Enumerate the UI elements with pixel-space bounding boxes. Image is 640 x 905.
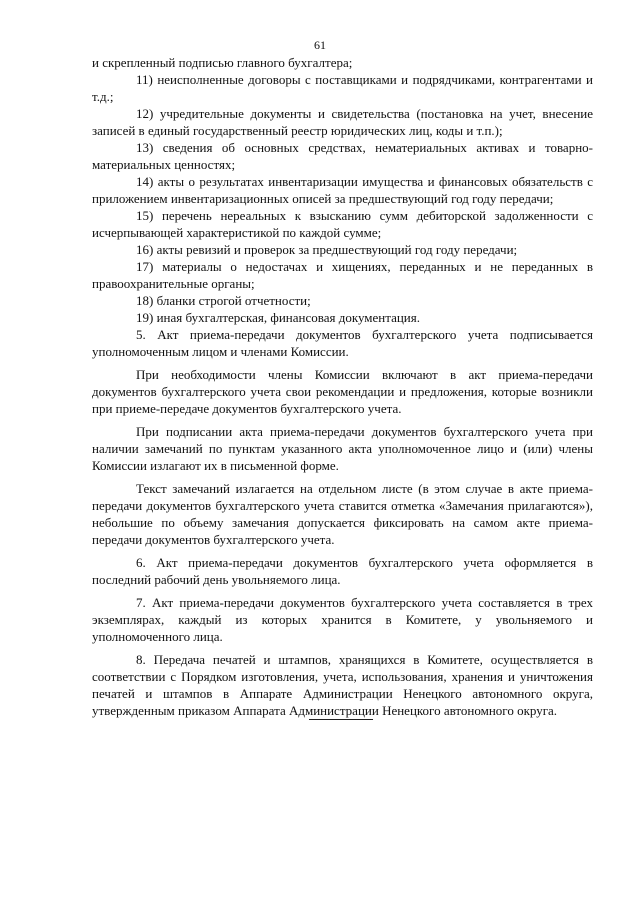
list-item-18: 18) бланки строгой отчетности; <box>136 293 311 308</box>
list-item-11: 11) неисполненные договоры с поставщиками и подрядчиками, контрагентами и т.д.; <box>92 72 593 104</box>
clause-5-remarks-text: Текст замечаний излагается на отдельном листе (в этом случае в акте приема-передачи документов бухгалтерского учета ставится отметка «Замечания прилагаются»), небольшие по объему замечания допускается фиксировать на самом акте приема-передачи документов бухгалтерского учета. <box>92 481 593 547</box>
clause-6: 6. Акт приема-передачи документов бухгалтерского учета оформляется в последний рабочий день увольняемого лица. <box>92 555 593 587</box>
clause-8: 8. Передача печатей и штампов, хранящихся в Комитете, осуществляется в соответствии с Порядком изготовления, учета, использования, хранения и уничтожения печатей и штампов в Аппарате Администрации Ненецкого автономного округа, утвержденным приказом Аппарата Администрации Ненецкого автономного округа. <box>92 652 593 718</box>
end-rule-divider <box>309 719 373 720</box>
list-item-15: 15) перечень нереальных к взысканию сумм дебиторской задолженности с исчерпывающей характеристикой по каждой сумме; <box>92 208 593 240</box>
list-item-17: 17) материалы о недостачах и хищениях, переданных и не переданных в правоохранительные органы; <box>92 259 593 291</box>
list-item-16: 16) акты ревизий и проверок за предшествующий год году передачи; <box>136 242 518 257</box>
list-item-19: 19) иная бухгалтерская, финансовая документация. <box>136 310 420 325</box>
document-body <box>92 54 593 719</box>
paragraph-continuation: и скрепленный подписью главного бухгалтера; <box>92 55 353 70</box>
clause-5: 5. Акт приема-передачи документов бухгалтерского учета подписывается уполномоченным лицом и членами Комиссии. <box>92 327 593 359</box>
clause-5-remarks: При подписании акта приема-передачи документов бухгалтерского учета при наличии замечаний по пунктам указанного акта уполномоченное лицо и (или) члены Комиссии излагают их в письменной форме. <box>92 424 593 473</box>
page-number: 61 <box>314 38 326 52</box>
list-item-12: 12) учредительные документы и свидетельства (постановка на учет, внесение записей в единый государственный реестр юридических лиц, коды и т.п.); <box>92 106 593 138</box>
list-item-13: 13) сведения об основных средствах, нематериальных активах и товарно-материальных ценностях; <box>92 140 593 172</box>
clause-5-recommendations: При необходимости члены Комиссии включают в акт приема-передачи документов бухгалтерского учета свои рекомендации и предложения, которые возникли при приеме-передаче документов бухгалтерского учета. <box>92 367 593 416</box>
list-item-14: 14) акты о результатах инвентаризации имущества и финансовых обязательств с приложением инвентаризационных описей за предшествующий год году передачи; <box>92 174 593 206</box>
clause-7: 7. Акт приема-передачи документов бухгалтерского учета составляется в трех экземплярах, каждый из которых хранится в Комитете, у увольняемого и уполномоченного лица. <box>92 595 593 644</box>
